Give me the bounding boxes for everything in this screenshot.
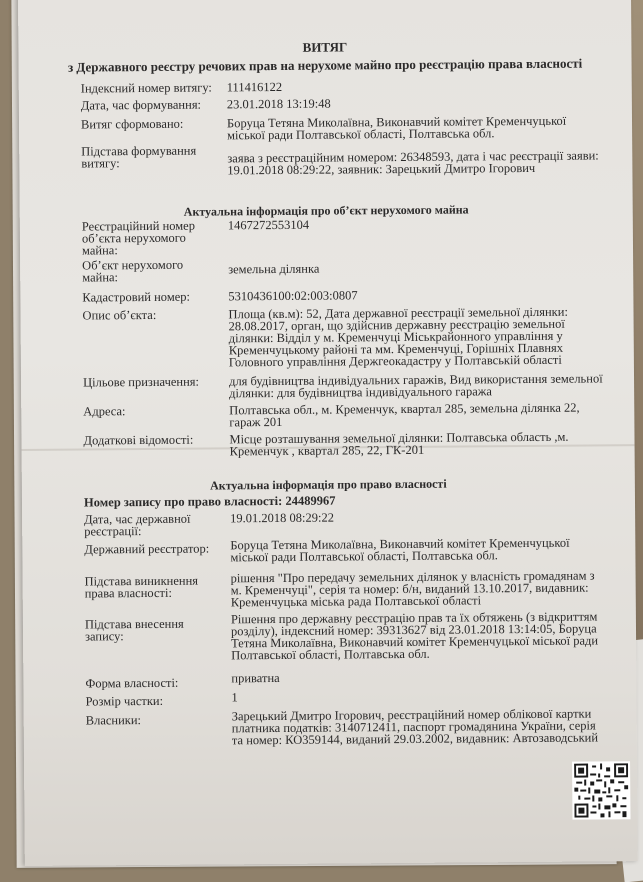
field-label: Власники: — [85, 713, 142, 728]
object-type: земельна ділянка — [228, 261, 320, 277]
qr-code — [572, 761, 630, 819]
entry-basis: Рішення про державну реєстрацію прав та їх обтяжень (з відкриттям розділу), індексний номер: 39313627 від 23.01.2018 13:14:05, Боруца Тетяна Миколаївна, Виконавчий комітет Кременчуцької міської ради Полтавської області, Полтавська обл. — [230, 609, 599, 663]
document-subtitle: з Державного реєстру речових прав на нерухоме майно про реєстрацію права власності — [67, 55, 583, 75]
field-label: Підстава виникнення права власності: — [84, 573, 199, 601]
formation-datetime: 23.01.2018 13:19:48 — [226, 96, 331, 112]
ownership-basis: рішення "Про передачу земельних ділянок у власність громадянам з м. Кременчуці", серія та номер: б/н, виданий 13.10.2017, видавник: Кременчуцька міська рада Полтавської області — [230, 568, 595, 610]
field-label: Реєстраційний номер об’єкта нерухомого майна: — [81, 218, 196, 258]
registration-datetime: 19.01.2018 08:29:22 — [230, 510, 335, 526]
field-label: Адреса: — [83, 404, 126, 419]
document-page — [18, 0, 638, 866]
field-label: Об’єкт нерухомого майна: — [82, 257, 184, 285]
record-label: Номер запису про право власності: — [83, 493, 283, 510]
address: Полтавська обл., м. Кременчук, квартал 285, земельна ділянка 22, гараж 201 — [229, 400, 580, 430]
field-label: Додаткові відомості: — [83, 432, 194, 448]
cadastral-number: 5310436100:02:003:0807 — [228, 288, 358, 304]
purpose: для будівництва індивідуальних гаражів, Вид використання земельної ділянки: для будівництва індивідуального гаража — [228, 371, 603, 401]
field-label: Витяг сформовано: — [80, 116, 184, 132]
owners: Зарецький Дмитро Ігорович, реєстраційний номер облікової картки платника податків: 3140712411, паспорт громадянина України, серія та номер: КО359144, виданий 29.03.2002, видавник: Автозаводський — [231, 706, 599, 748]
field-label: Дата, час формування: — [80, 97, 202, 113]
state-registrar: Боруца Тетяна Миколаївна, Виконавчий комітет Кременчуцької міської ради Полтавської області, Полтавська обл. — [230, 535, 570, 565]
field-label: Державний реєстратор: — [84, 541, 210, 557]
field-label: Індексний номер витягу: — [80, 80, 212, 96]
field-label: Форма власності: — [85, 675, 179, 691]
document-title: ВИТЯГ — [302, 39, 348, 55]
section-heading-ownership: Актуальна інформація про право власності — [210, 476, 447, 493]
record-number: 24489967 — [285, 493, 336, 508]
ownership-form: приватна — [231, 670, 280, 686]
qr-code-graphic — [574, 763, 628, 817]
ownership-record-heading — [84, 494, 336, 511]
field-label: Кадастровий номер: — [82, 289, 191, 305]
field-label: Цільове призначення: — [82, 374, 200, 390]
additional-info: Місце розташування земельної ділянки: Полтавська область ,м. Кременчук , квартал 285, 22, ГК-201 — [229, 429, 569, 459]
formed-by: Боруца Тетяна Миколаївна, Виконавчий комітет Кременчуцької міської ради Полтавської області, Полтавська обл. — [226, 113, 567, 143]
object-registration-number: 1467272553104 — [227, 217, 310, 233]
object-description: Площа (кв.м): 52, Дата державної реєстрації земельної ділянки: 28.08.2017, орган, що здійснив державну реєстрацію земельної ділянки: Відділ у м. Кременчуці Міськрайонного управління у Кременчуцькому районі та мм. Кременчуці, Горішніх Плавнях Головного управління Держгеокадастру у Полтавській області — [228, 304, 568, 370]
field-label: Дата, час державної реєстрації: — [84, 511, 191, 539]
field-label: Підстава внесення запису: — [84, 616, 184, 644]
section-heading-object: Актуальна інформація про об’єкт нерухомого майна — [183, 202, 469, 219]
share-size: 1 — [231, 690, 238, 705]
extract-index-number: 111416122 — [226, 79, 283, 95]
formation-basis: заява з реєстраційним номером: 26348593, дата і час реєстрації заяви: 19.01.2018 08:29:22, заявник: Зарецький Дмитро Ігорович — [227, 148, 599, 178]
field-label: Розмір частки: — [85, 693, 164, 709]
field-label: Опис об’єкта: — [82, 307, 157, 323]
field-label: Підстава формування витягу: — [81, 143, 197, 171]
